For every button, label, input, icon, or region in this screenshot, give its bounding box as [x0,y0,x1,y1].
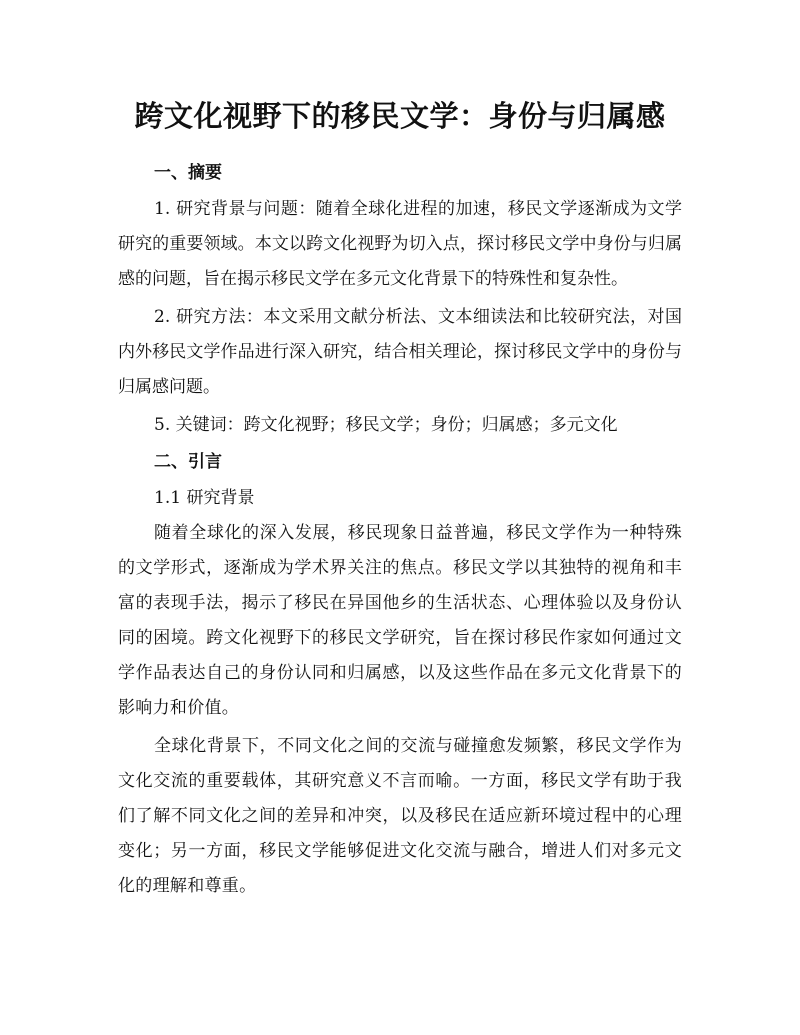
introduction-paragraph-2: 全球化背景下，不同文化之间的交流与碰撞愈发频繁，移民文学作为文化交流的重要载体，其研究意义不言而喻。一方面，移民文学有助于我们了解不同文化之间的差异和冲突，以及移民在适应新环境过程中的心理变化；另一方面，移民文学能够促进文化交流与融合，增进人们对多元文化的理解和尊重。 [118,736,682,896]
introduction-subheading: 1.1 研究背景 [154,488,255,508]
introduction-paragraph-1: 随着全球化的深入发展，移民现象日益普遍，移民文学作为一种特殊的文学形式，逐渐成为学术界关注的焦点。移民文学以其独特的视角和丰富的表现手法，揭示了移民在异国他乡的生活状态、心理体验以及身份认同的困境。跨文化视野下的移民文学研究，旨在探讨移民作家如何通过文学作品表达自己的身份认同和归属感，以及这些作品在多元文化背景下的影响力和价值。 [118,523,682,718]
abstract-item-method: 2. 研究方法：本文采用文献分析法、文本细读法和比较研究法，对国内外移民文学作品进行深入研究，结合相关理论，探讨移民文学中的身份与归属感问题。 [118,307,682,397]
introduction-heading: 二、引言 [154,452,222,472]
document-title: 跨文化视野下的移民文学：身份与归属感 [134,99,666,133]
abstract-heading: 一、摘要 [154,163,222,183]
abstract-item-keywords: 5. 关键词：跨文化视野；移民文学；身份；归属感；多元文化 [154,415,618,435]
abstract-item-background: 1. 研究背景与问题：随着全球化进程的加速，移民文学逐渐成为文学研究的重要领域。本文以跨文化视野为切入点，探讨移民文学中身份与归属感的问题，旨在揭示移民文学在多元文化背景下的特殊性和复杂性。 [118,199,682,289]
